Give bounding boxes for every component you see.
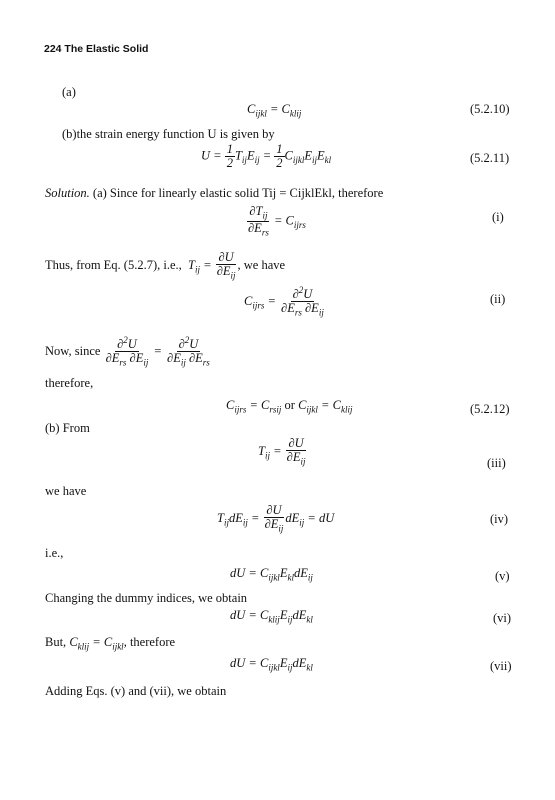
or-word: or	[284, 398, 295, 412]
equation-number-vi: (vi)	[493, 611, 512, 625]
we-have-text: , we have	[237, 257, 286, 272]
thus-text: Thus, from Eq. (5.2.7), i.e.,	[45, 257, 182, 272]
part-b-intro: (b)the strain energy function U is given by	[62, 127, 275, 141]
equation-number-5-2-10: (5.2.10)	[470, 102, 510, 116]
equation-ii: $C_{ijrs}$ = $\frac{\partial^2U}{\partial E_{rs} \partial E_{ij}}$	[244, 285, 324, 318]
equation-number-i: (i)	[492, 210, 504, 224]
now-since-line: Now, since $\frac{\partial^2U}{\partial E_{rs} \partial E_{ij}}$ = $\frac{\partial^2U}{\partial E_{ij} \partial E_{rs}}$	[45, 335, 210, 368]
we-have-text-2: we have	[45, 484, 87, 498]
thus-line: Thus, from Eq. (5.2.7), i.e., $T_{ij}$ = $\frac{\partial U}{\partial E_{ij}}$ , we have	[45, 250, 286, 281]
but-text: But,	[45, 635, 67, 649]
equation-number-5-2-12: (5.2.12)	[470, 402, 510, 416]
equation-5-2-11: U = $\frac{1}{2}$ $T_{ij}E_{ij}$ = $\frac{1}{2}$ $C_{ijkl}E_{ij}E_{kl}$	[201, 142, 332, 171]
equation-vii: dU = $C_{ijkl}E_{ij}dE_{kl}$	[230, 656, 313, 673]
part-b-from: (b) From	[45, 421, 90, 435]
equation-5-2-10: $C_{ijkl} = C_{klij}$	[247, 102, 302, 119]
part-a-label: (a)	[62, 85, 76, 99]
equation-number-5-2-11: (5.2.11)	[470, 151, 510, 165]
solution-label: Solution.	[45, 186, 90, 200]
equation-number-ii: (ii)	[490, 292, 506, 306]
running-head: 224 The Elastic Solid	[44, 43, 149, 55]
solution-line	[45, 186, 383, 201]
equation-number-v: (v)	[495, 569, 510, 583]
equation-vi: dU = $C_{klij}E_{ij}dE_{kl}$	[230, 608, 313, 625]
but-line: But, $C_{klij} = C_{ijkl}$, therefore	[45, 635, 176, 652]
equation-iii: $T_{ij}$ = $\frac{\partial U}{\partial E_{ij}}$	[258, 436, 306, 467]
equation-number-iv: (iv)	[490, 512, 509, 526]
equation-number-iii: (iii)	[487, 456, 506, 470]
changing-text: Changing the dummy indices, we obtain	[45, 591, 248, 605]
now-since-text: Now, since	[45, 343, 101, 358]
equation-number-vii: (vii)	[490, 659, 512, 673]
equation-5-2-12: $C_{ijrs} = C_{rsij}$ or $C_{ijkl} = C_{klij}$	[226, 398, 353, 415]
solution-text: (a) Since for linearly elastic solid Tij = CijklEkl, therefore	[92, 186, 384, 200]
therefore-text: therefore,	[45, 376, 94, 390]
equation-v: dU = $C_{ijkl}E_{kl}dE_{ij}$	[230, 566, 313, 583]
adding-text: Adding Eqs. (v) and (vii), we obtain	[45, 684, 227, 698]
equation-i: $\frac{\partial T_{ij}}{\partial E_{rs}}$ = $C_{ijrs}$	[248, 204, 306, 238]
but-therefore-text: , therefore	[123, 635, 176, 649]
equation-iv: $T_{ij}dE_{ij}$ = $\frac{\partial U}{\partial E_{ij}}$ $dE_{ij}$ = dU	[217, 503, 335, 534]
ie-text: i.e.,	[45, 546, 64, 560]
